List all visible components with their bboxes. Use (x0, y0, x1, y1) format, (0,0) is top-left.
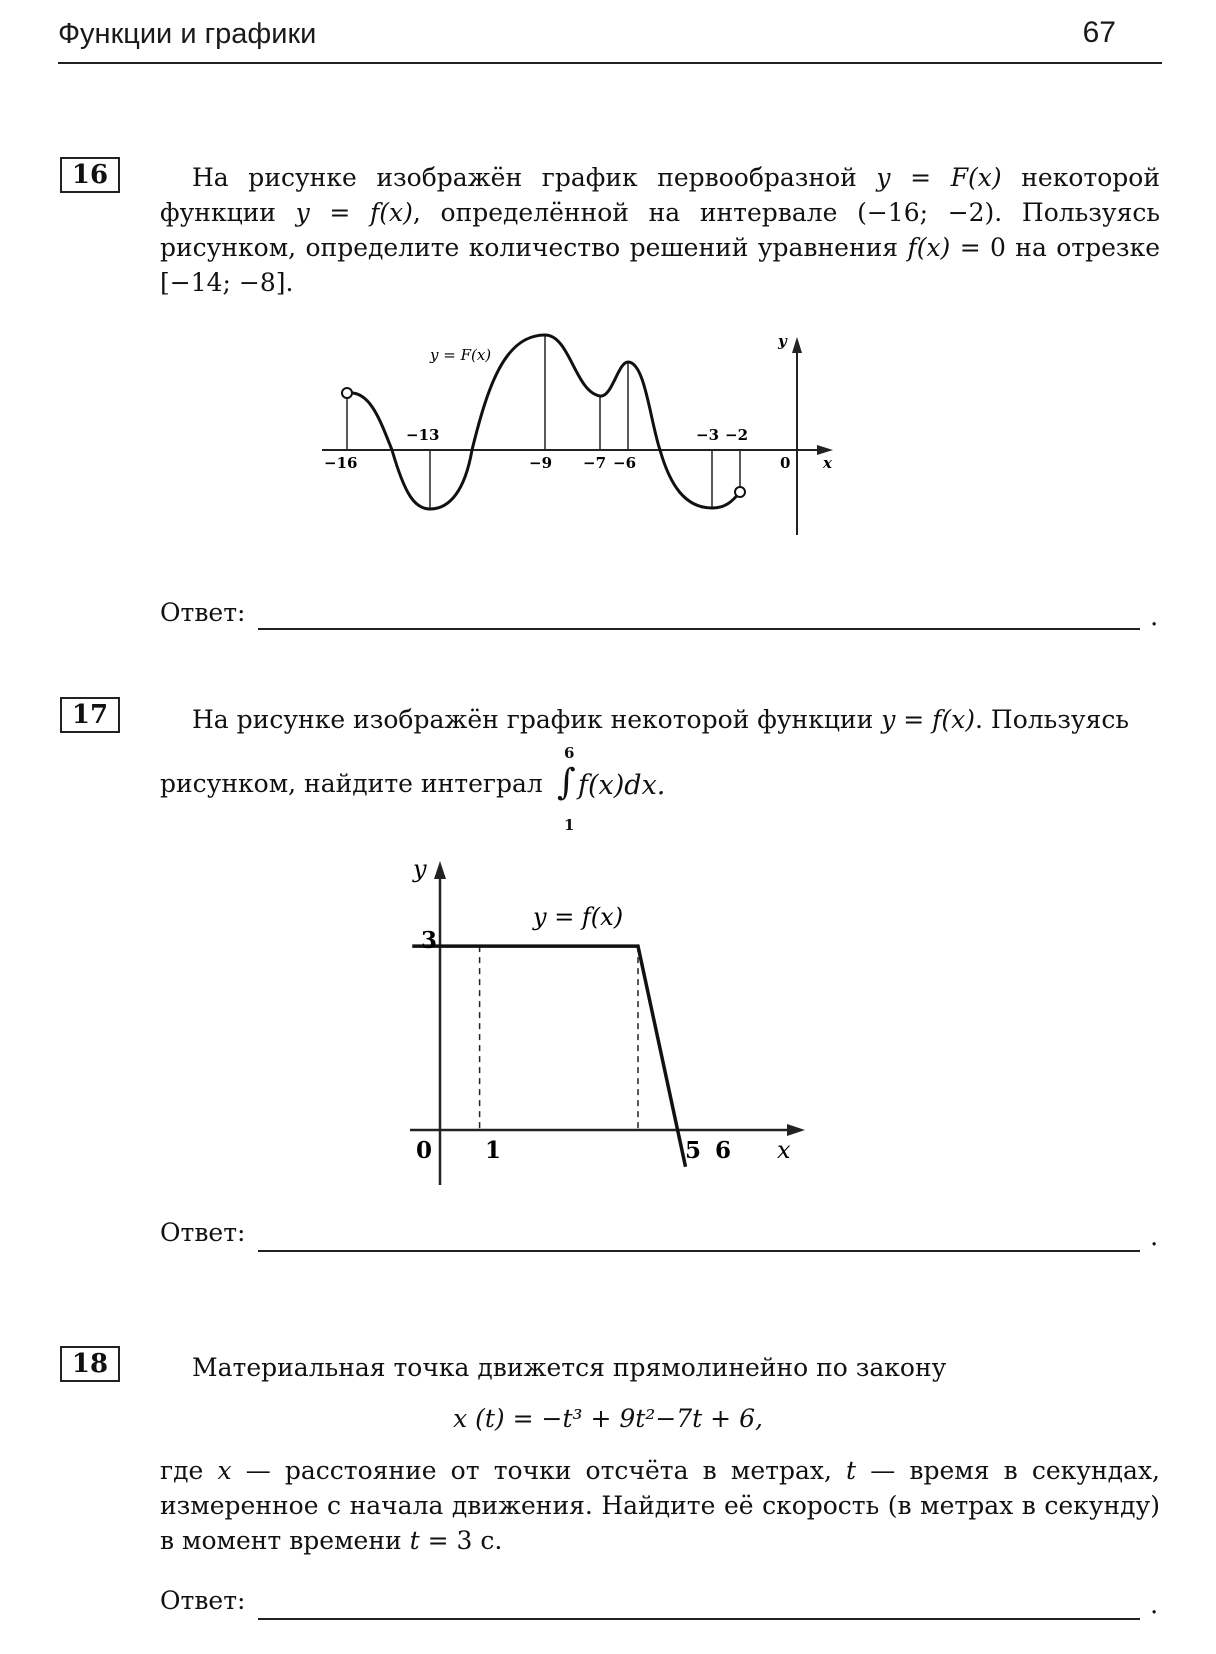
task-16-answer-label: Ответ: (160, 598, 246, 627)
curve-label: y = F(x) (430, 346, 492, 364)
x-tick-label: 6 (715, 1137, 732, 1164)
task-16-text-part: = 0 на отрезке [−14; −8]. (160, 233, 1160, 297)
task-16-formula-F: y = F(x) (876, 163, 1002, 192)
var-t: t (846, 1456, 857, 1485)
task-17-text-part: . Пользуясь (975, 705, 1129, 734)
header-rule (58, 62, 1162, 64)
task-18-text-part: Материальная точка движется прямолинейно по закону (192, 1353, 947, 1382)
origin-label: 0 (416, 1137, 433, 1164)
curve-label: y = f(x) (533, 903, 624, 931)
x-axis-label: x (823, 454, 832, 472)
running-header-title: Функции и графики (58, 18, 317, 50)
task-17-answer-field[interactable] (258, 1250, 1140, 1252)
integrand: f(x)dx. (578, 770, 666, 801)
y-axis-arrow (792, 337, 802, 353)
task-16-text-part: , определённой на интервале (−16; −2). Пользуясь рисунком, определите количество решений уравнения (160, 198, 1160, 262)
function-plot (412, 946, 685, 1167)
task-16-formula-fx: f(x) (907, 233, 951, 262)
integral-sign: ∫ (557, 762, 576, 803)
integral-upper-limit: 6 (564, 744, 575, 762)
task-16-text (160, 160, 1160, 300)
y-axis-arrow (434, 861, 446, 879)
task-18-text-part: где (160, 1456, 218, 1485)
tick-label: −2 (725, 426, 749, 444)
task-16-text-part: На рисунке изображён график первообразной (192, 163, 877, 192)
task-18-answer-label: Ответ: (160, 1586, 246, 1615)
integral-lower-limit: 1 (564, 816, 575, 834)
x-axis-arrow (787, 1124, 805, 1136)
motion-law: x (t) = −t³ + 9t²−7t + 6, (453, 1404, 763, 1433)
answer-dot: . (1150, 1222, 1159, 1252)
tick-label: −7 (583, 454, 607, 472)
task-18-text-part: — расстояние от точки отсчёта в метрах, (231, 1456, 847, 1485)
task-16-graph (300, 320, 860, 550)
task-17-graph (395, 855, 825, 1195)
task-18-text-part: = 3 с. (419, 1526, 503, 1555)
var-t: t (409, 1526, 420, 1555)
task-17-text (160, 702, 1160, 737)
task-16-answer-field[interactable] (258, 628, 1140, 630)
tick-label: −3 (696, 426, 720, 444)
task-16-number: 16 (60, 157, 120, 193)
task-18-text (160, 1453, 1160, 1558)
var-x: x (217, 1456, 232, 1485)
x-tick-label: 1 (485, 1137, 502, 1164)
tick-label: −6 (613, 454, 637, 472)
answer-dot: . (1150, 602, 1159, 632)
function-line (412, 946, 685, 1167)
tick-label: −13 (406, 426, 440, 444)
task-18-line1 (160, 1350, 1160, 1385)
tick-label: −9 (529, 454, 553, 472)
x-axis-label: x (777, 1136, 791, 1164)
origin-label: 0 (780, 454, 791, 472)
answer-dot: . (1150, 1590, 1159, 1620)
task-17-text-line2: рисунком, найдите интеграл (160, 769, 543, 798)
task-17-answer-label: Ответ: (160, 1218, 246, 1247)
y-tick-label: 3 (421, 927, 438, 954)
task-18-formula (0, 1404, 1216, 1433)
tick-label: −16 (324, 454, 358, 472)
page-number: 67 (1082, 16, 1116, 49)
task-17-number: 17 (60, 697, 120, 733)
open-endpoint-left (342, 388, 352, 398)
task-18-text-part: — время в секундах, измеренное с начала движения. Найдите её скорость (в метрах в секунду) в момент времени (160, 1456, 1160, 1555)
antiderivative-curve (347, 335, 740, 509)
x-tick-label: 5 (685, 1137, 702, 1164)
y-axis-label: y (778, 332, 787, 350)
task-16-formula-f: y = f(x) (295, 198, 413, 227)
task-18-answer-field[interactable] (258, 1618, 1140, 1620)
y-axis-label: y (413, 855, 427, 883)
open-endpoint-right (735, 487, 745, 497)
task-17-formula: y = f(x) (881, 705, 976, 734)
task-17-text-part: На рисунке изображён график некоторой функции (192, 705, 882, 734)
task-18-number: 18 (60, 1346, 120, 1382)
task-16-text-part: некоторой функции (160, 163, 1160, 227)
